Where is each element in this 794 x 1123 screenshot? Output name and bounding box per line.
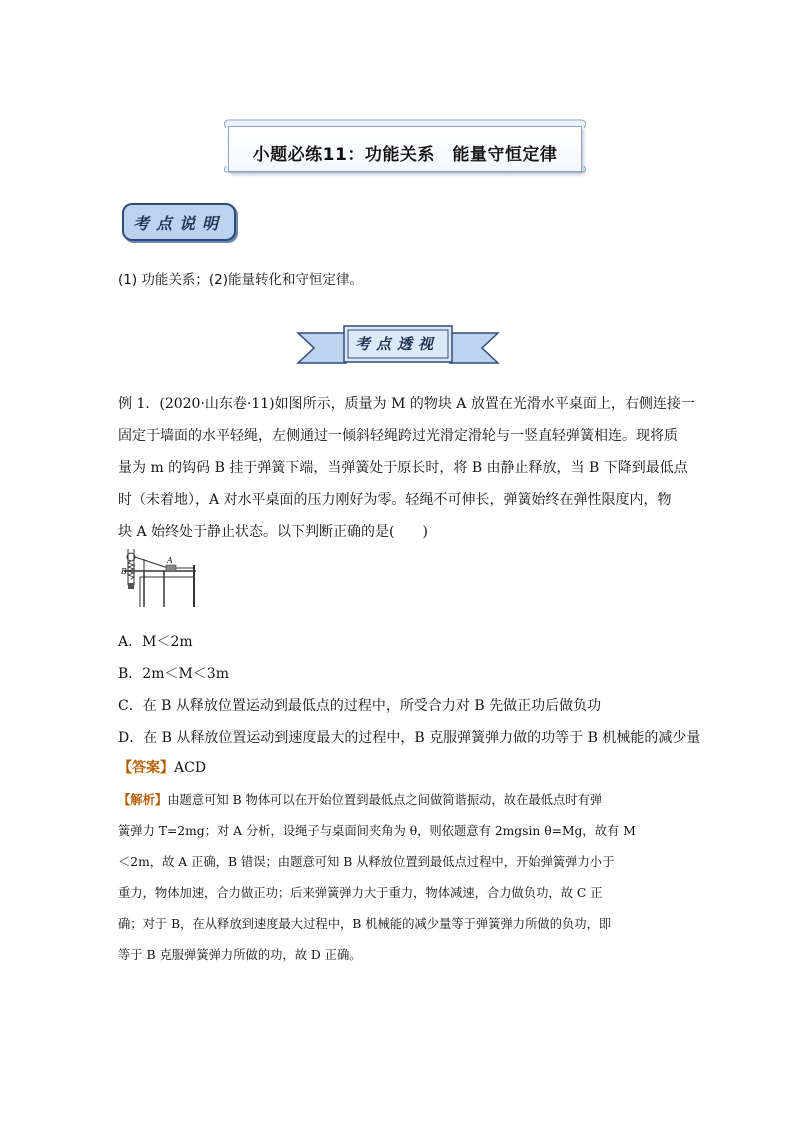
example-line-4: 时（未着地），A 对水平桌面的压力刚好为零。轻绳不可伸长，弹簧始终在弹性限度内，物: [118, 492, 672, 508]
section-badge-label: 考点说明: [132, 214, 225, 233]
answer-label: 【答案】: [118, 760, 174, 776]
page-title: 小题必练11：功能关系 能量守恒定律: [252, 145, 558, 165]
analysis-text-1: 由题意可知 B 物体可以在开始位置到最低点之间做简谐振动，故在最低点时有弹: [167, 793, 603, 807]
option-d: D．在 B 从释放位置运动到速度最大的过程中，B 克服弹簧弹力做的功等于 B 机械能的减少量: [118, 730, 701, 746]
answer-value: ACD: [174, 760, 207, 776]
option-a: A．M＜2m: [118, 634, 193, 650]
example-line-3: 量为 m 的钩码 B 挂于弹簧下端，当弹簧处于原长时，将 B 由静止释放，当 B 下降到最低点: [118, 460, 688, 476]
option-c: C．在 B 从释放位置运动到最低点的过程中，所受合力对 B 先做正功后做负功: [118, 698, 602, 714]
figure-label-b: B: [121, 567, 127, 576]
example-line-2: 固定于墙面的水平轻绳，左侧通过一倾斜轻绳跨过光滑定滑轮与一竖直轻弹簧相连。现将质: [118, 428, 678, 444]
section1-text: (1) 功能关系；(2)能量转化和守恒定律。: [118, 272, 364, 288]
option-b: B．2m＜M＜3m: [118, 666, 229, 682]
figure-label-a: A: [167, 556, 173, 565]
physics-diagram: [118, 545, 198, 609]
section-ribbon-label: 考点透视: [354, 335, 439, 353]
analysis-line-3: ＜2m，故 A 正确，B 错误；由题意可知 B 从释放位置到最低点过程中，开始弹簧弹力小于: [118, 855, 615, 869]
analysis-line-5: 确；对于 B，在从释放到速度最大过程中，B 机械能的减少量等于弹簧弹力所做的负功，即: [118, 917, 612, 931]
section-badge-kaodian-shuoming: [122, 203, 236, 241]
analysis-label: 【解析】: [118, 792, 168, 807]
analysis-line-6: 等于 B 克服弹簧弹力所做的功，故 D 正确。: [118, 948, 362, 962]
example-line-5: 块 A 始终处于静止状态。以下判断正确的是( ): [118, 524, 428, 540]
example-line-1: 例 1．(2020·山东卷·11)如图所示，质量为 M 的物块 A 放置在光滑水平桌面上，右侧连接一: [118, 396, 695, 412]
analysis-line-4: 重力，物体加速，合力做正功；后来弹簧弹力大于重力，物体减速，合力做负功，故 C 正: [118, 886, 603, 900]
title-banner: [222, 118, 588, 174]
answer-row: [118, 758, 206, 778]
section-ribbon-kaodian-toushi: [296, 323, 500, 369]
scroll-body: [228, 126, 582, 172]
analysis-line-1: [118, 791, 602, 809]
analysis-line-2: 簧弹力 T=2mg；对 A 分析，设绳子与桌面间夹角为 θ，则依题意有 2mgsin θ=Mg，故有 M: [118, 824, 636, 838]
pulley-spring-diagram: [118, 545, 198, 609]
